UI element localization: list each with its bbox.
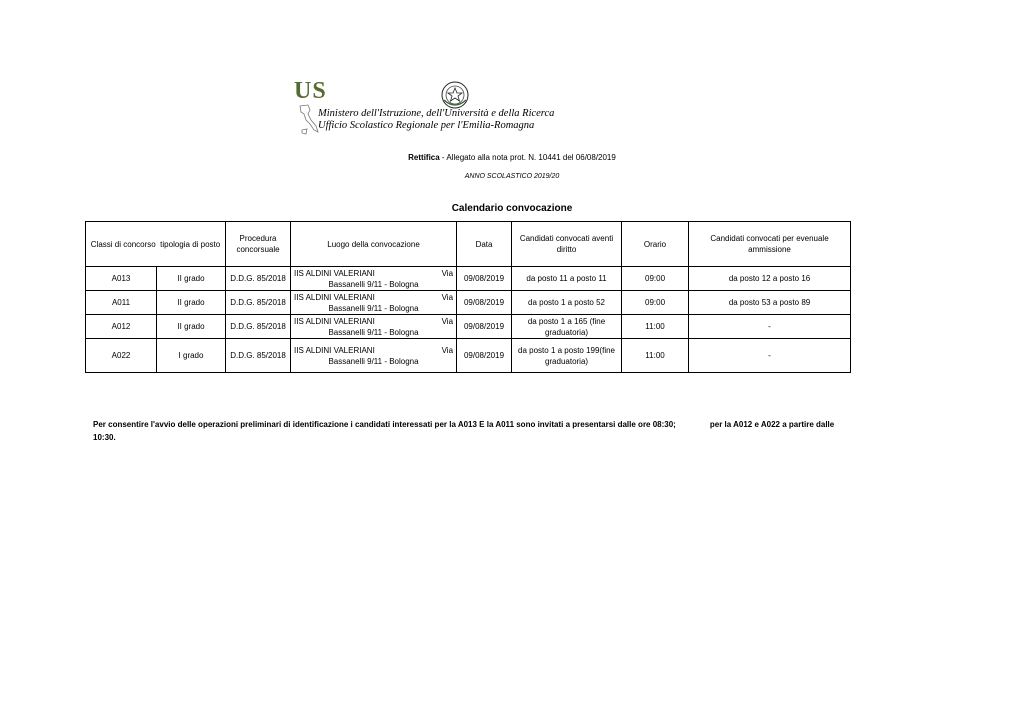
luogo-address: Bassanelli 9/11 - Bologna bbox=[328, 356, 419, 366]
table-row bbox=[86, 339, 851, 373]
cell-tipologia: II grado bbox=[157, 315, 226, 339]
cell-classe: A022 bbox=[86, 339, 157, 373]
table-row bbox=[86, 291, 851, 315]
cell-tipologia: II grado bbox=[157, 291, 226, 315]
luogo-address: Bassanelli 9/11 - Bologna bbox=[328, 279, 419, 289]
header-luogo: Luogo della convocazione bbox=[291, 222, 457, 267]
footer-note bbox=[93, 418, 853, 444]
ministry-line-1: Ministero dell'Istruzione, dell'Università e della Ricerca bbox=[318, 108, 555, 119]
cell-data: 09/08/2019 bbox=[457, 267, 512, 291]
header-ammissione: Candidati convocati per evenuale ammissione bbox=[689, 222, 851, 267]
cell-orario: 09:00 bbox=[622, 267, 689, 291]
cell-orario: 11:00 bbox=[622, 339, 689, 373]
header-classi-tipologia bbox=[86, 222, 226, 267]
cell-luogo bbox=[291, 339, 457, 373]
cell-classe: A013 bbox=[86, 267, 157, 291]
luogo-school: IIS ALDINI VALERIANI bbox=[294, 292, 375, 302]
cell-procedura: D.D.G. 85/2018 bbox=[226, 315, 291, 339]
cell-data: 09/08/2019 bbox=[457, 315, 512, 339]
cell-ammissione: da posto 53 a posto 89 bbox=[689, 291, 851, 315]
cell-luogo bbox=[291, 315, 457, 339]
cell-aventi: da posto 1 a posto 52 bbox=[512, 291, 622, 315]
ministry-header bbox=[292, 78, 602, 140]
ministry-name bbox=[318, 108, 618, 132]
luogo-via: Via bbox=[441, 345, 454, 355]
republic-emblem-icon bbox=[440, 80, 470, 110]
school-year: ANNO SCOLASTICO 2019/20 bbox=[464, 173, 560, 180]
cell-procedura: D.D.G. 85/2018 bbox=[226, 267, 291, 291]
cell-data: 09/08/2019 bbox=[457, 291, 512, 315]
cell-aventi: da posto 11 a posto 11 bbox=[512, 267, 622, 291]
table-header-row bbox=[86, 222, 851, 267]
luogo-via: Via bbox=[441, 268, 454, 278]
header-orario: Orario bbox=[622, 222, 689, 267]
cell-ammissione: - bbox=[689, 339, 851, 373]
page-title: Calendario convocazione bbox=[451, 203, 573, 214]
cell-aventi: da posto 1 a posto 199(fine graduatoria) bbox=[512, 339, 622, 373]
cell-orario: 11:00 bbox=[622, 315, 689, 339]
cell-ammissione: da posto 12 a posto 16 bbox=[689, 267, 851, 291]
cell-luogo bbox=[291, 267, 457, 291]
cell-tipologia: II grado bbox=[157, 267, 226, 291]
luogo-address: Bassanelli 9/11 - Bologna bbox=[328, 327, 419, 337]
rettifica-line bbox=[0, 153, 1024, 162]
cell-aventi: da posto 1 a 165 (fine graduatoria) bbox=[512, 315, 622, 339]
header-tipologia: tipologia di posto bbox=[160, 239, 221, 249]
us-logo-mark: US bbox=[294, 78, 327, 104]
cell-luogo bbox=[291, 291, 457, 315]
luogo-school: IIS ALDINI VALERIANI bbox=[294, 345, 375, 355]
rettifica-text: - Allegato alla nota prot. N. 10441 del 06/08/2019 bbox=[439, 153, 616, 162]
luogo-school: IIS ALDINI VALERIANI bbox=[294, 268, 375, 278]
convocation-table bbox=[85, 221, 851, 373]
cell-procedura: D.D.G. 85/2018 bbox=[226, 339, 291, 373]
table-row bbox=[86, 315, 851, 339]
cell-tipologia: I grado bbox=[157, 339, 226, 373]
cell-data: 09/08/2019 bbox=[457, 339, 512, 373]
cell-procedura: D.D.G. 85/2018 bbox=[226, 291, 291, 315]
note-part-1: Per consentire l'avvio delle operazioni preliminari di identificazione i candidati interessati per la A013 E la A011 sono invitati a presentarsi dalle ore 08:30; bbox=[93, 420, 676, 429]
luogo-via: Via bbox=[441, 316, 454, 326]
cell-classe: A012 bbox=[86, 315, 157, 339]
header-procedura: Procedura concorsuale bbox=[226, 222, 291, 267]
luogo-school: IIS ALDINI VALERIANI bbox=[294, 316, 375, 326]
table-row bbox=[86, 267, 851, 291]
rettifica-label: Rettifica bbox=[408, 153, 440, 162]
luogo-address: Bassanelli 9/11 - Bologna bbox=[328, 303, 419, 313]
cell-classe: A011 bbox=[86, 291, 157, 315]
header-aventi: Candidati convocati aventi diritto bbox=[512, 222, 622, 267]
header-classi: Classi di concorso bbox=[90, 239, 156, 249]
cell-ammissione: - bbox=[689, 315, 851, 339]
luogo-via: Via bbox=[441, 292, 454, 302]
italy-map-icon bbox=[298, 104, 320, 136]
header-data: Data bbox=[457, 222, 512, 267]
note-part-2: per la A012 e A022 a partire dalle 10:30. bbox=[93, 420, 835, 442]
ministry-line-2: Ufficio Scolastico Regionale per l'Emilia-Romagna bbox=[318, 120, 535, 131]
cell-orario: 09:00 bbox=[622, 291, 689, 315]
